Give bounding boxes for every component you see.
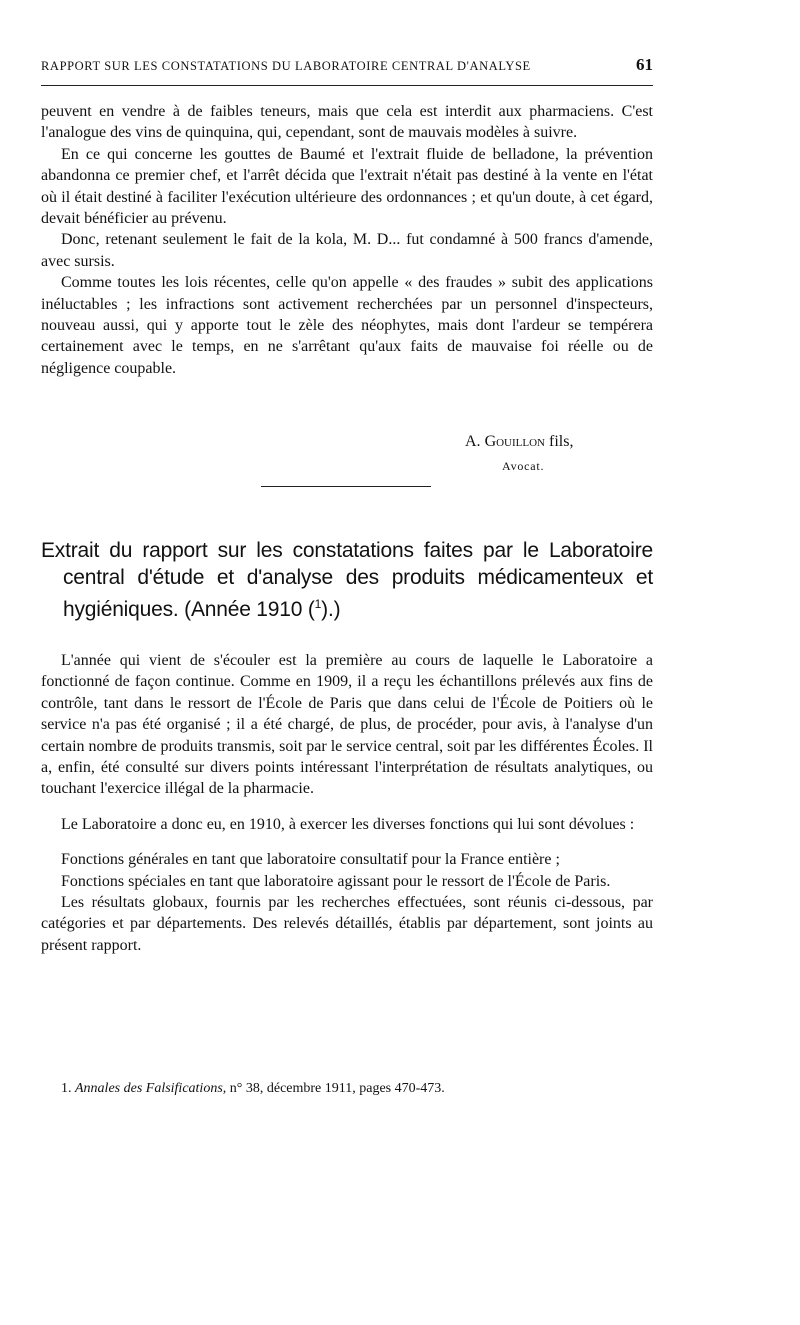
report-paragraph-1: L'année qui vient de s'écouler est la première au cours de laquelle le Laboratoire a fonctionné de façon continue. Comme en 1909, il a reçu les échantillons prélevés aux fins de contrôle, tant dans le ressort de l'École de Paris que dans celui de l'École de Poitiers où le service n'a pas été organisé ; il a été chargé, de plus, de procéder, pour avis, à l'analyse d'un certain nombre de produits transmis, soit par le service central, soit par les différentes Écoles. Il a, enfin, été consulté sur divers points intéressant l'interprétation de résultats analytiques, ou touchant l'exercice illégal de la pharmacie. [41,652,653,798]
footnote [61,1081,445,1097]
report-paragraph-4: Fonctions spéciales en tant que laboratoire agissant pour le ressort de l'École de Paris. [61,872,611,890]
report-paragraph-3: Fonctions générales en tant que laboratoire consultatif pour la France entière ; [61,851,560,869]
letter-paragraph-4: Comme toutes les lois récentes, celle qu'on appelle « des fraudes » subit des applications inéluctables ; les infractions sont activement recherchées par un personnel d'inspecteurs, nouveau aussi, qui y apporte tout le zèle des néophytes, mais dont l'ardeur se tempérera certainement avec le temps, en ne s'arrêtant qu'aux faits de mauvaise foi réelle ou de négligence coupable. [41,274,653,377]
section-title-continuation: central d'étude et d'analyse des produits médicamenteux et hygiéniques. (Année 1910 [63,566,653,621]
report-body [41,650,653,956]
report-paragraph-2: Le Laboratoire a donc eu, en 1910, à exercer les diverses fonctions qui lui sont dévolues : [61,815,635,833]
section-title-rest: central d'étude et d'analyse des produits médicamenteux et hygiéniques. (Année 1910 ($^1$).) [63,566,653,621]
section-title-line1: Extrait du rapport sur les constatations faites par le Laboratoire [41,539,653,562]
signature-surname: Gouillon [484,433,545,450]
running-head [41,55,653,75]
letter-paragraph-2: En ce qui concerne les gouttes de Baumé et l'extrait fluide de belladone, la prévention abandonna ce premier chef, et l'arrêt décida que l'extrait n'était pas destiné à la vente en l'état où il était destiné à faciliter l'exécution ultérieure des ordonnances ; et qu'un doute, à cet égard, devait bénéficier au prévenu. [41,145,653,228]
letter-body [41,101,653,379]
header-rule [41,85,653,86]
running-title: RAPPORT SUR LES CONSTATATIONS DU LABORATOIRE CENTRAL D'ANALYSE [41,59,531,73]
page-number: 61 [636,55,653,74]
footnote-journal: Annales des Falsifications, [75,1081,227,1096]
footnote-reference[interactable]: 1 [314,597,322,611]
report-paragraph-5: Les résultats globaux, fournis par les recherches effectuées, sont réunis ci-dessous, par catégories et par départements. Des relevés détaillés, établis par département, sont joints au présent rapport. [41,894,653,954]
signature-suffix: fils, [549,433,574,450]
section-title [41,537,653,623]
letter-paragraph-3: Donc, retenant seulement le fait de la kola, M. D... fut condamné à 500 francs d'amende, avec sursis. [41,231,653,270]
signature-initial: A. [465,433,481,450]
footnote-details: n° 38, décembre 1911, pages 470-473. [229,1081,445,1096]
letter-paragraph-1: peuvent en vendre à de faibles teneurs, mais que cela est interdit aux pharmaciens. C'est l'analogue des vins de quinquina, qui, cependant, sont de mauvais modèles à suivre. [41,103,653,142]
signature-role: Avocat. [502,459,545,473]
footnote-number: 1. [61,1081,72,1096]
signature-name [465,433,573,451]
section-divider [261,486,431,487]
